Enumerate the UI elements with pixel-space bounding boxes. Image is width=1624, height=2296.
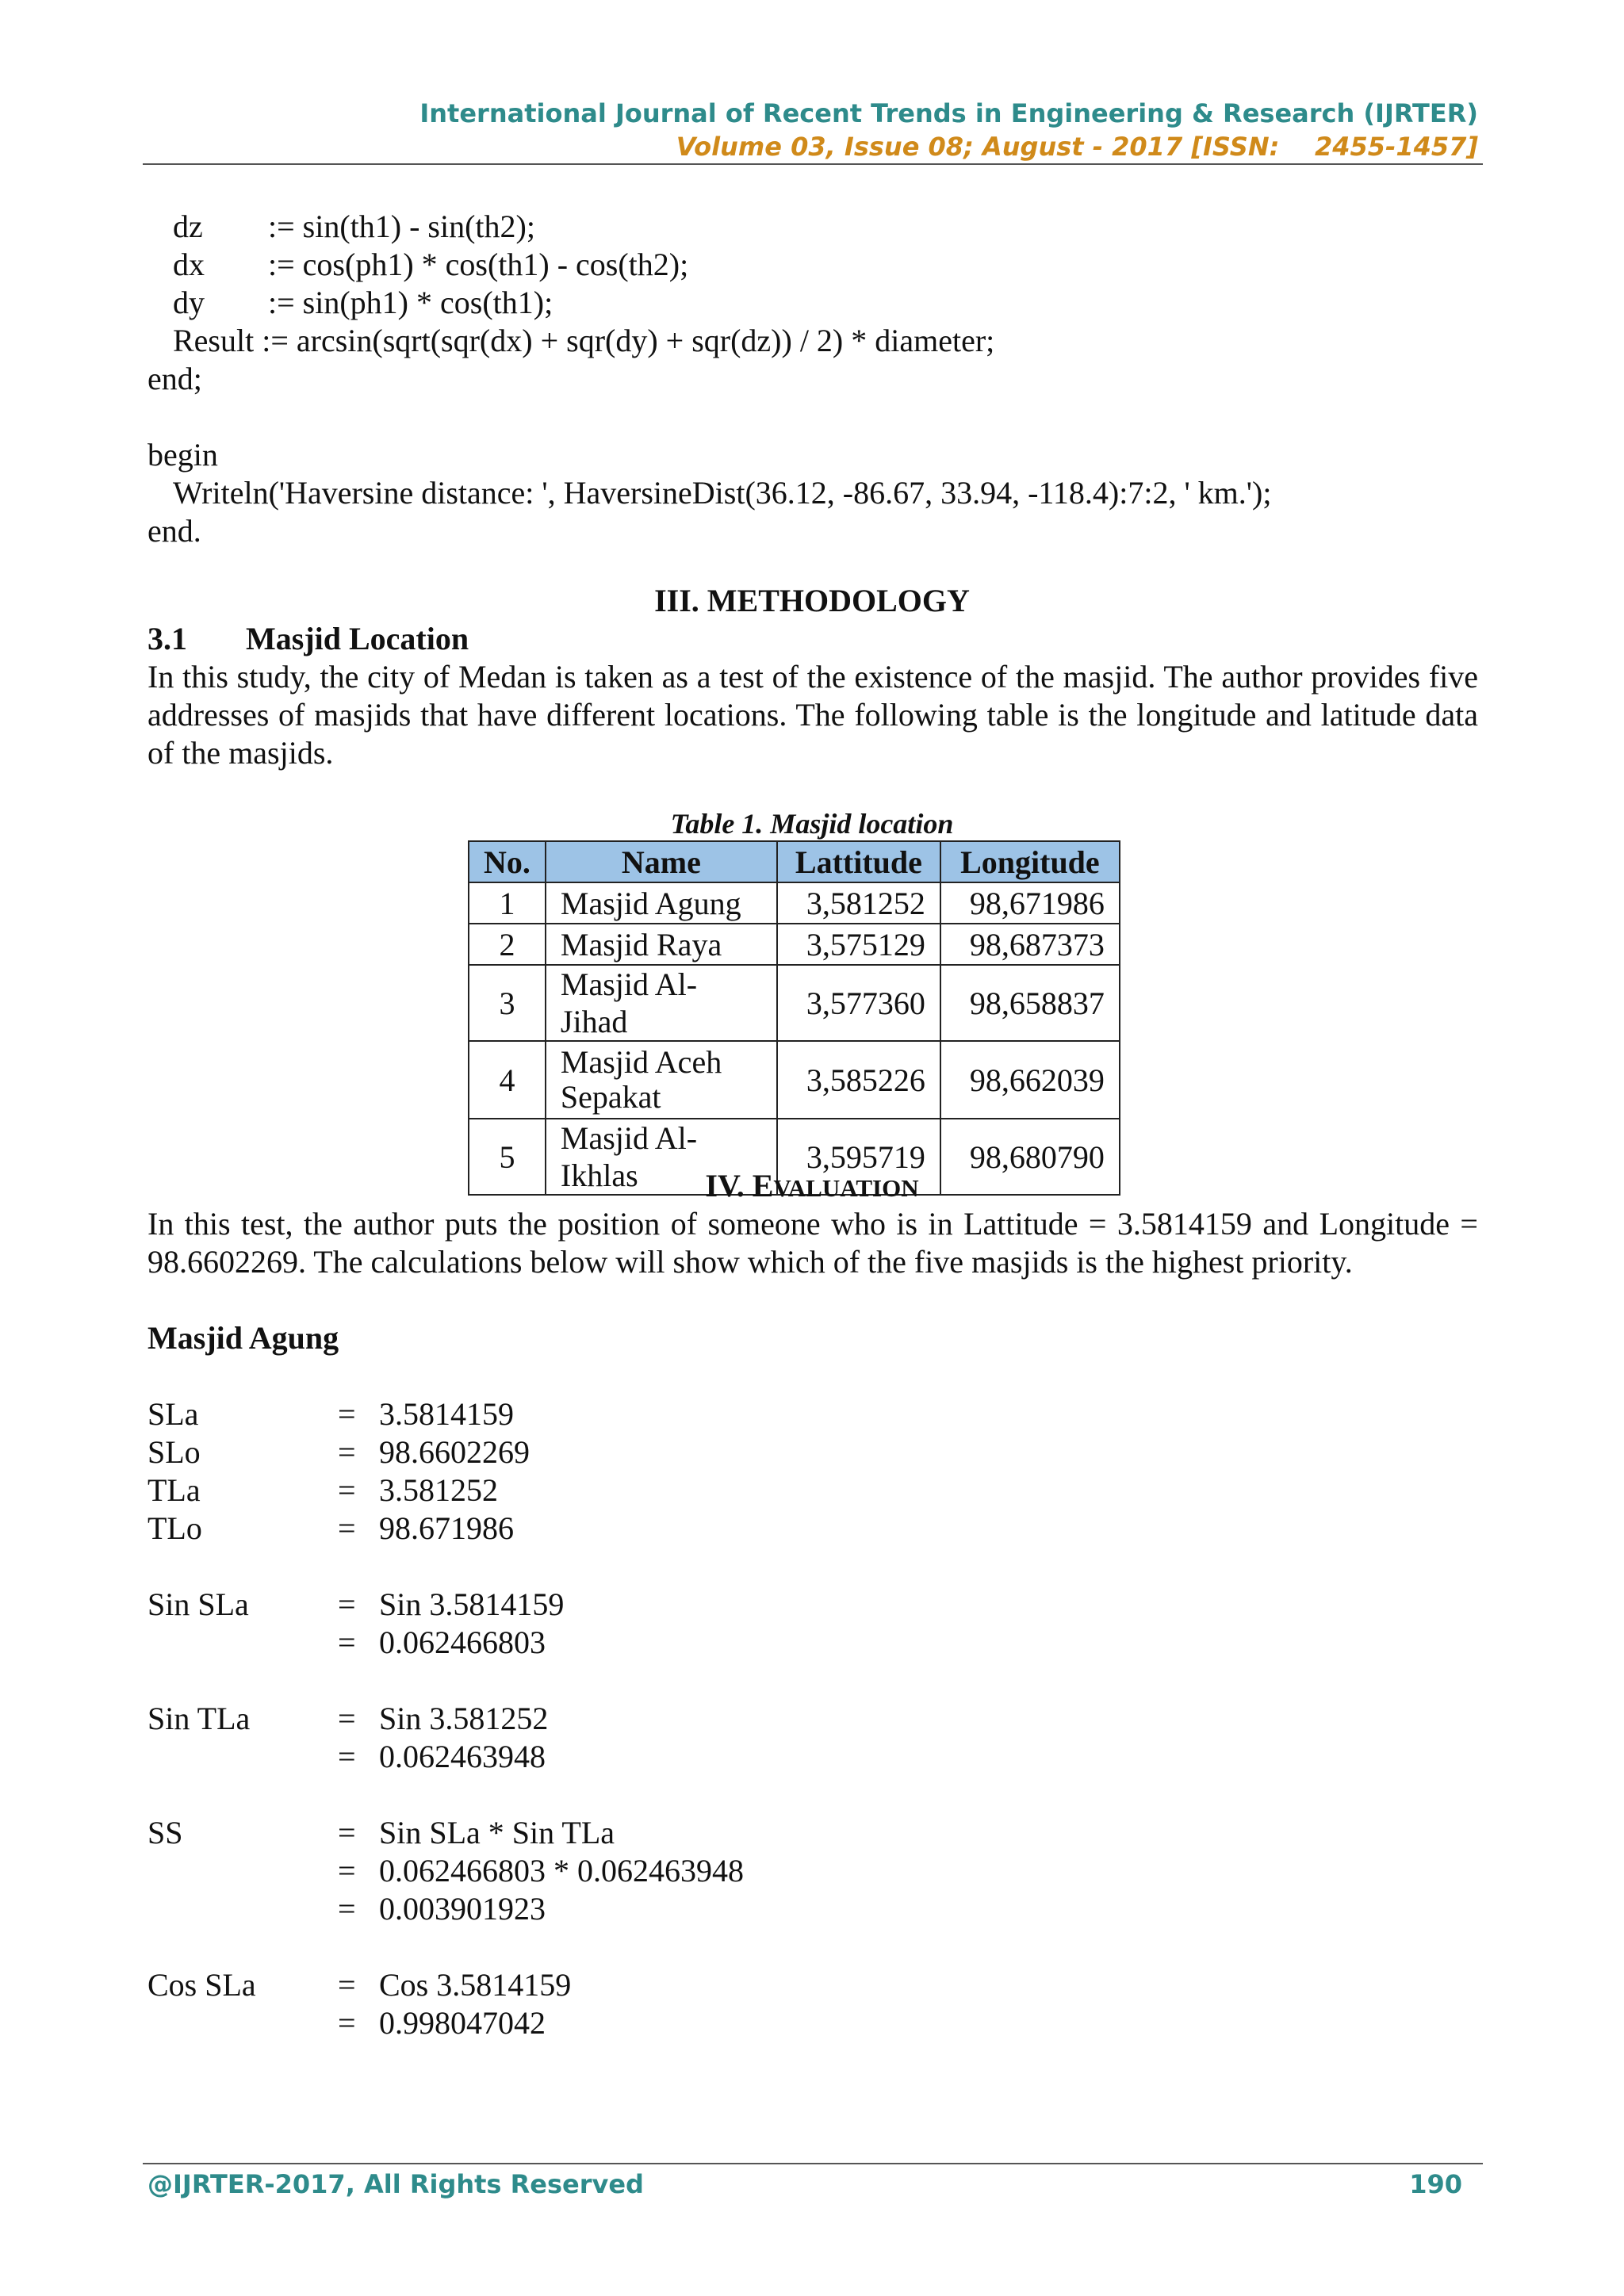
table-header-row (469, 841, 1120, 882)
cell-name: Masjid Agung (546, 882, 777, 924)
calc-value: 3.5814159 (379, 1396, 514, 1432)
methodology-paragraph: In this study, the city of Medan is taken as a test of the existence of the masjid. The author provides five addresses of masjids that have different locations. The following table is the longitude and latitude data of the masjids. (147, 659, 1478, 771)
evaluation-heading-rest: VALUATION (773, 1174, 919, 1202)
cell-no: 3 (469, 965, 546, 1041)
cell-longitude: 98,662039 (940, 1041, 1120, 1119)
col-header-name: Name (546, 841, 777, 882)
table-row (469, 924, 1120, 965)
code-line-dx (173, 246, 688, 284)
cell-latitude: 3,595719 (777, 1119, 940, 1195)
calc-value: 0.003901923 (379, 1891, 546, 1927)
code-var: dy (173, 285, 205, 320)
table-row (469, 1041, 1120, 1119)
calc-label: Sin TLa (147, 1701, 251, 1736)
calc-label: Cos SLa (147, 1967, 256, 2003)
calc-equals: = (338, 1967, 356, 2003)
masjid-location-table (468, 840, 1120, 1196)
calc-value: 98.6602269 (379, 1434, 530, 1470)
cell-longitude: 98,687373 (940, 924, 1120, 965)
journal-title: International Journal of Recent Trends in Engineering & Research (IJRTER) (419, 98, 1478, 128)
calc-equals: = (338, 1891, 356, 1927)
table-row (469, 965, 1120, 1041)
calc-value: 0.062466803 (379, 1624, 546, 1660)
page-number: 190 (1409, 2169, 1462, 2199)
calc-equals: = (338, 1815, 356, 1850)
calc-equals: = (338, 1396, 356, 1432)
footer-rule (143, 2163, 1483, 2164)
calc-value: 0.062466803 * 0.062463948 (379, 1853, 744, 1888)
header-rule (143, 163, 1483, 165)
calc-equals: = (338, 1510, 356, 1546)
code-expr: := sin(th1) - sin(th2); (268, 209, 535, 244)
footer-copyright: @IJRTER-2017, All Rights Reserved (147, 2169, 644, 2199)
masjid-location-subheading (147, 620, 469, 657)
cell-name: Masjid Al-Ikhlas (546, 1119, 777, 1195)
code-var: dx (173, 247, 205, 282)
calc-equals: = (338, 2005, 356, 2041)
calc-equals: = (338, 1701, 356, 1736)
cell-no: 2 (469, 924, 546, 965)
calc-equals: = (338, 1472, 356, 1508)
calc-label: SLa (147, 1396, 199, 1432)
calc-label: SLo (147, 1434, 201, 1470)
cell-longitude: 98,658837 (940, 965, 1120, 1041)
cell-no: 4 (469, 1041, 546, 1119)
col-header-no: No. (469, 841, 546, 882)
calc-label: TLo (147, 1510, 202, 1546)
code-line-end-final: end. (147, 513, 201, 549)
code-expr: := cos(ph1) * cos(th1) - cos(th2); (268, 247, 689, 282)
cell-name-line2: Sepakat (560, 1079, 661, 1115)
cell-name: Masjid Al-Jihad (546, 965, 777, 1041)
cell-latitude: 3,581252 (777, 882, 940, 924)
cell-longitude: 98,671986 (940, 882, 1120, 924)
methodology-heading: III. METHODOLOGY (654, 583, 970, 618)
cell-latitude: 3,575129 (777, 924, 940, 965)
calc-value: 98.671986 (379, 1510, 514, 1546)
calc-value: 0.998047042 (379, 2005, 546, 2041)
calc-value: Sin 3.581252 (379, 1701, 549, 1736)
evaluation-heading-num: IV. (705, 1168, 753, 1203)
code-line-dy (173, 284, 553, 322)
code-var: dz (173, 209, 203, 244)
cell-name (546, 1041, 777, 1119)
code-line-begin: begin (147, 437, 218, 473)
calc-label: SS (147, 1815, 183, 1850)
table-row (469, 882, 1120, 924)
table-caption: Table 1. Masjid location (670, 808, 954, 840)
cell-name: Masjid Raya (546, 924, 777, 965)
calc-label: TLa (147, 1472, 201, 1508)
cell-no: 1 (469, 882, 546, 924)
calc-equals: = (338, 1624, 356, 1660)
col-header-longitude: Longitude (940, 841, 1120, 882)
cell-name-line1: Masjid Aceh (560, 1044, 722, 1080)
calc-value: Cos 3.5814159 (379, 1967, 572, 2003)
code-line-writeln: Writeln('Haversine distance: ', HaversineDist(36.12, -86.67, 33.94, -118.4):7:2, ' km.'); (173, 475, 1272, 511)
calc-equals: = (338, 1739, 356, 1774)
calc-value: 3.581252 (379, 1472, 498, 1508)
code-line-dz (173, 208, 535, 246)
cell-no: 5 (469, 1119, 546, 1195)
calc-label: Sin SLa (147, 1586, 249, 1622)
code-line-end: end; (147, 361, 202, 396)
calc-equals: = (338, 1586, 356, 1622)
cell-longitude: 98,680790 (940, 1119, 1120, 1195)
code-line-result: Result := arcsin(sqrt(sqr(dx) + sqr(dy) + sqr(dz)) / 2) * diameter; (173, 323, 995, 358)
journal-issue (676, 132, 1478, 162)
calc-equals: = (338, 1434, 356, 1470)
subsection-number: 3.1 (147, 621, 187, 656)
cell-latitude: 3,577360 (777, 965, 940, 1041)
evaluation-heading (0, 1167, 1624, 1204)
calc-value: 0.062463948 (379, 1739, 546, 1774)
col-header-latitude: Lattitude (777, 841, 940, 882)
calc-value: Sin SLa * Sin TLa (379, 1815, 615, 1850)
code-expr: := sin(ph1) * cos(th1); (268, 285, 553, 320)
cell-latitude: 3,585226 (777, 1041, 940, 1119)
calc-equals: = (338, 1853, 356, 1888)
journal-issue-text: Volume 03, Issue 08; August - 2017 [ISSN: 2455-1457] (676, 132, 1478, 162)
evaluation-heading-cap: E (752, 1168, 774, 1203)
subsection-title: Masjid Location (246, 621, 469, 656)
calc-value: Sin 3.5814159 (379, 1586, 565, 1622)
evaluation-paragraph: In this test, the author puts the position of someone who is in Lattitude = 3.5814159 and Longitude = 98.6602269. The calculations below will show which of the five masjids is the highest priority. (147, 1206, 1478, 1280)
masjid-agung-subheading: Masjid Agung (147, 1320, 339, 1356)
